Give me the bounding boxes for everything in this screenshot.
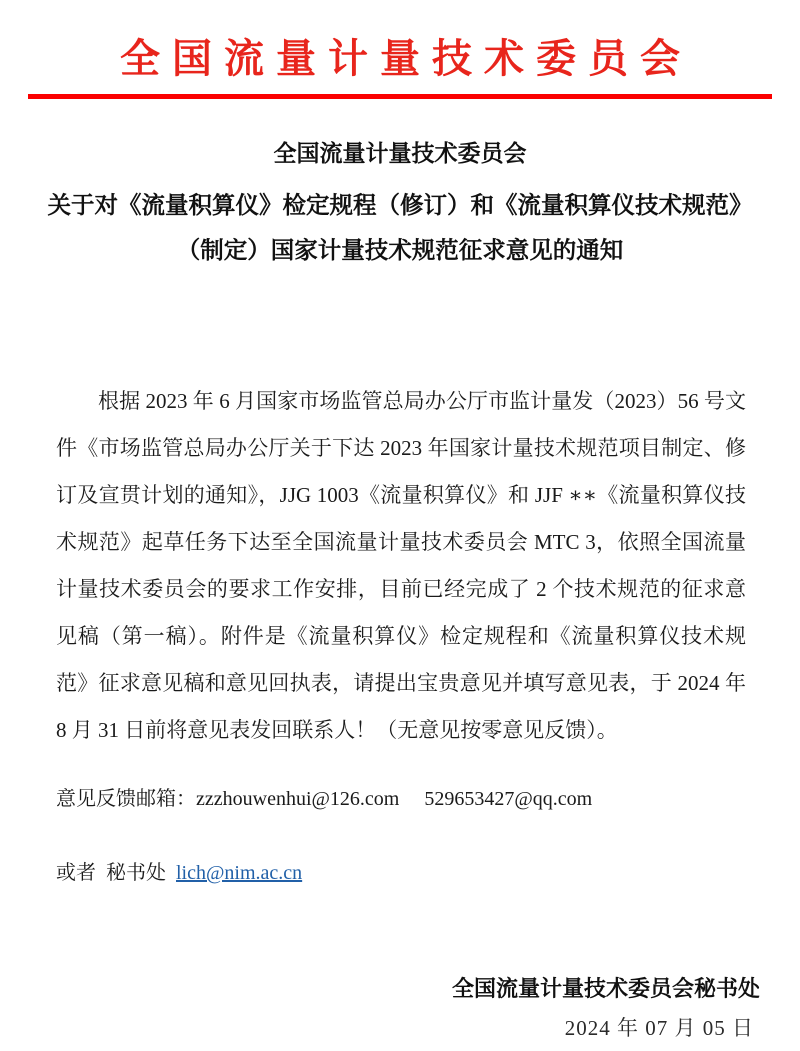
secretariat-label: 或者 秘书处 [56, 862, 176, 884]
body-paragraph: 根据 2023 年 6 月国家市场监管总局办公厅市监计量发（2023）56 号文件《市场监管总局办公厅关于下达 2023 年国家计量技术规范项目制定、修订及宣贯计划的通知》，JJG 1003《流量积算仪》和 JJF ∗∗《流量积算仪技术规范》起草任务下达至全国流量计量技术委员会 MTC 3，依照全国流量计量技术委员会的要求工作安排，目前已经完成了 2 个技术规范的征求意见稿（第一稿）。附件是《流量积算仪》检定规程和《流量积算仪技术规范》征求意见稿和意见回执表，请提出宝贵意见并填写意见表，于 2024 年 8 月 31 日前将意见表发回联系人！（无意见按零意见反馈）。 [56, 389, 746, 742]
letterhead [0, 36, 800, 82]
feedback-email-line [56, 784, 756, 814]
document-subject: 关于对《流量积算仪》检定规程（修订）和《流量积算仪技术规范》（制定）国家计量技术规范征求意见的通知 [47, 192, 753, 264]
feedback-email-secondary: 529653427@qq.com [424, 788, 593, 810]
feedback-email-primary: zzzhouwenhui@126.com [196, 788, 400, 810]
issuing-organization: 全国流量计量技术委员会 [273, 140, 527, 166]
document-body [56, 378, 746, 754]
letterhead-title: 全国流量计量技术委员会 [120, 37, 692, 81]
letterhead-divider [28, 94, 772, 99]
signature-date: 2024 年 07 月 05 日 [564, 1015, 754, 1040]
email-spacer [399, 788, 424, 810]
signature-block [40, 974, 768, 1041]
feedback-email-label: 意见反馈邮箱： [56, 788, 196, 810]
secretariat-email-link[interactable]: lich@nim.ac.cn [176, 862, 303, 884]
document-title-block [40, 138, 760, 273]
secretariat-contact-line [56, 858, 756, 888]
signature-organization: 全国流量计量技术委员会秘书处 [451, 976, 760, 1001]
